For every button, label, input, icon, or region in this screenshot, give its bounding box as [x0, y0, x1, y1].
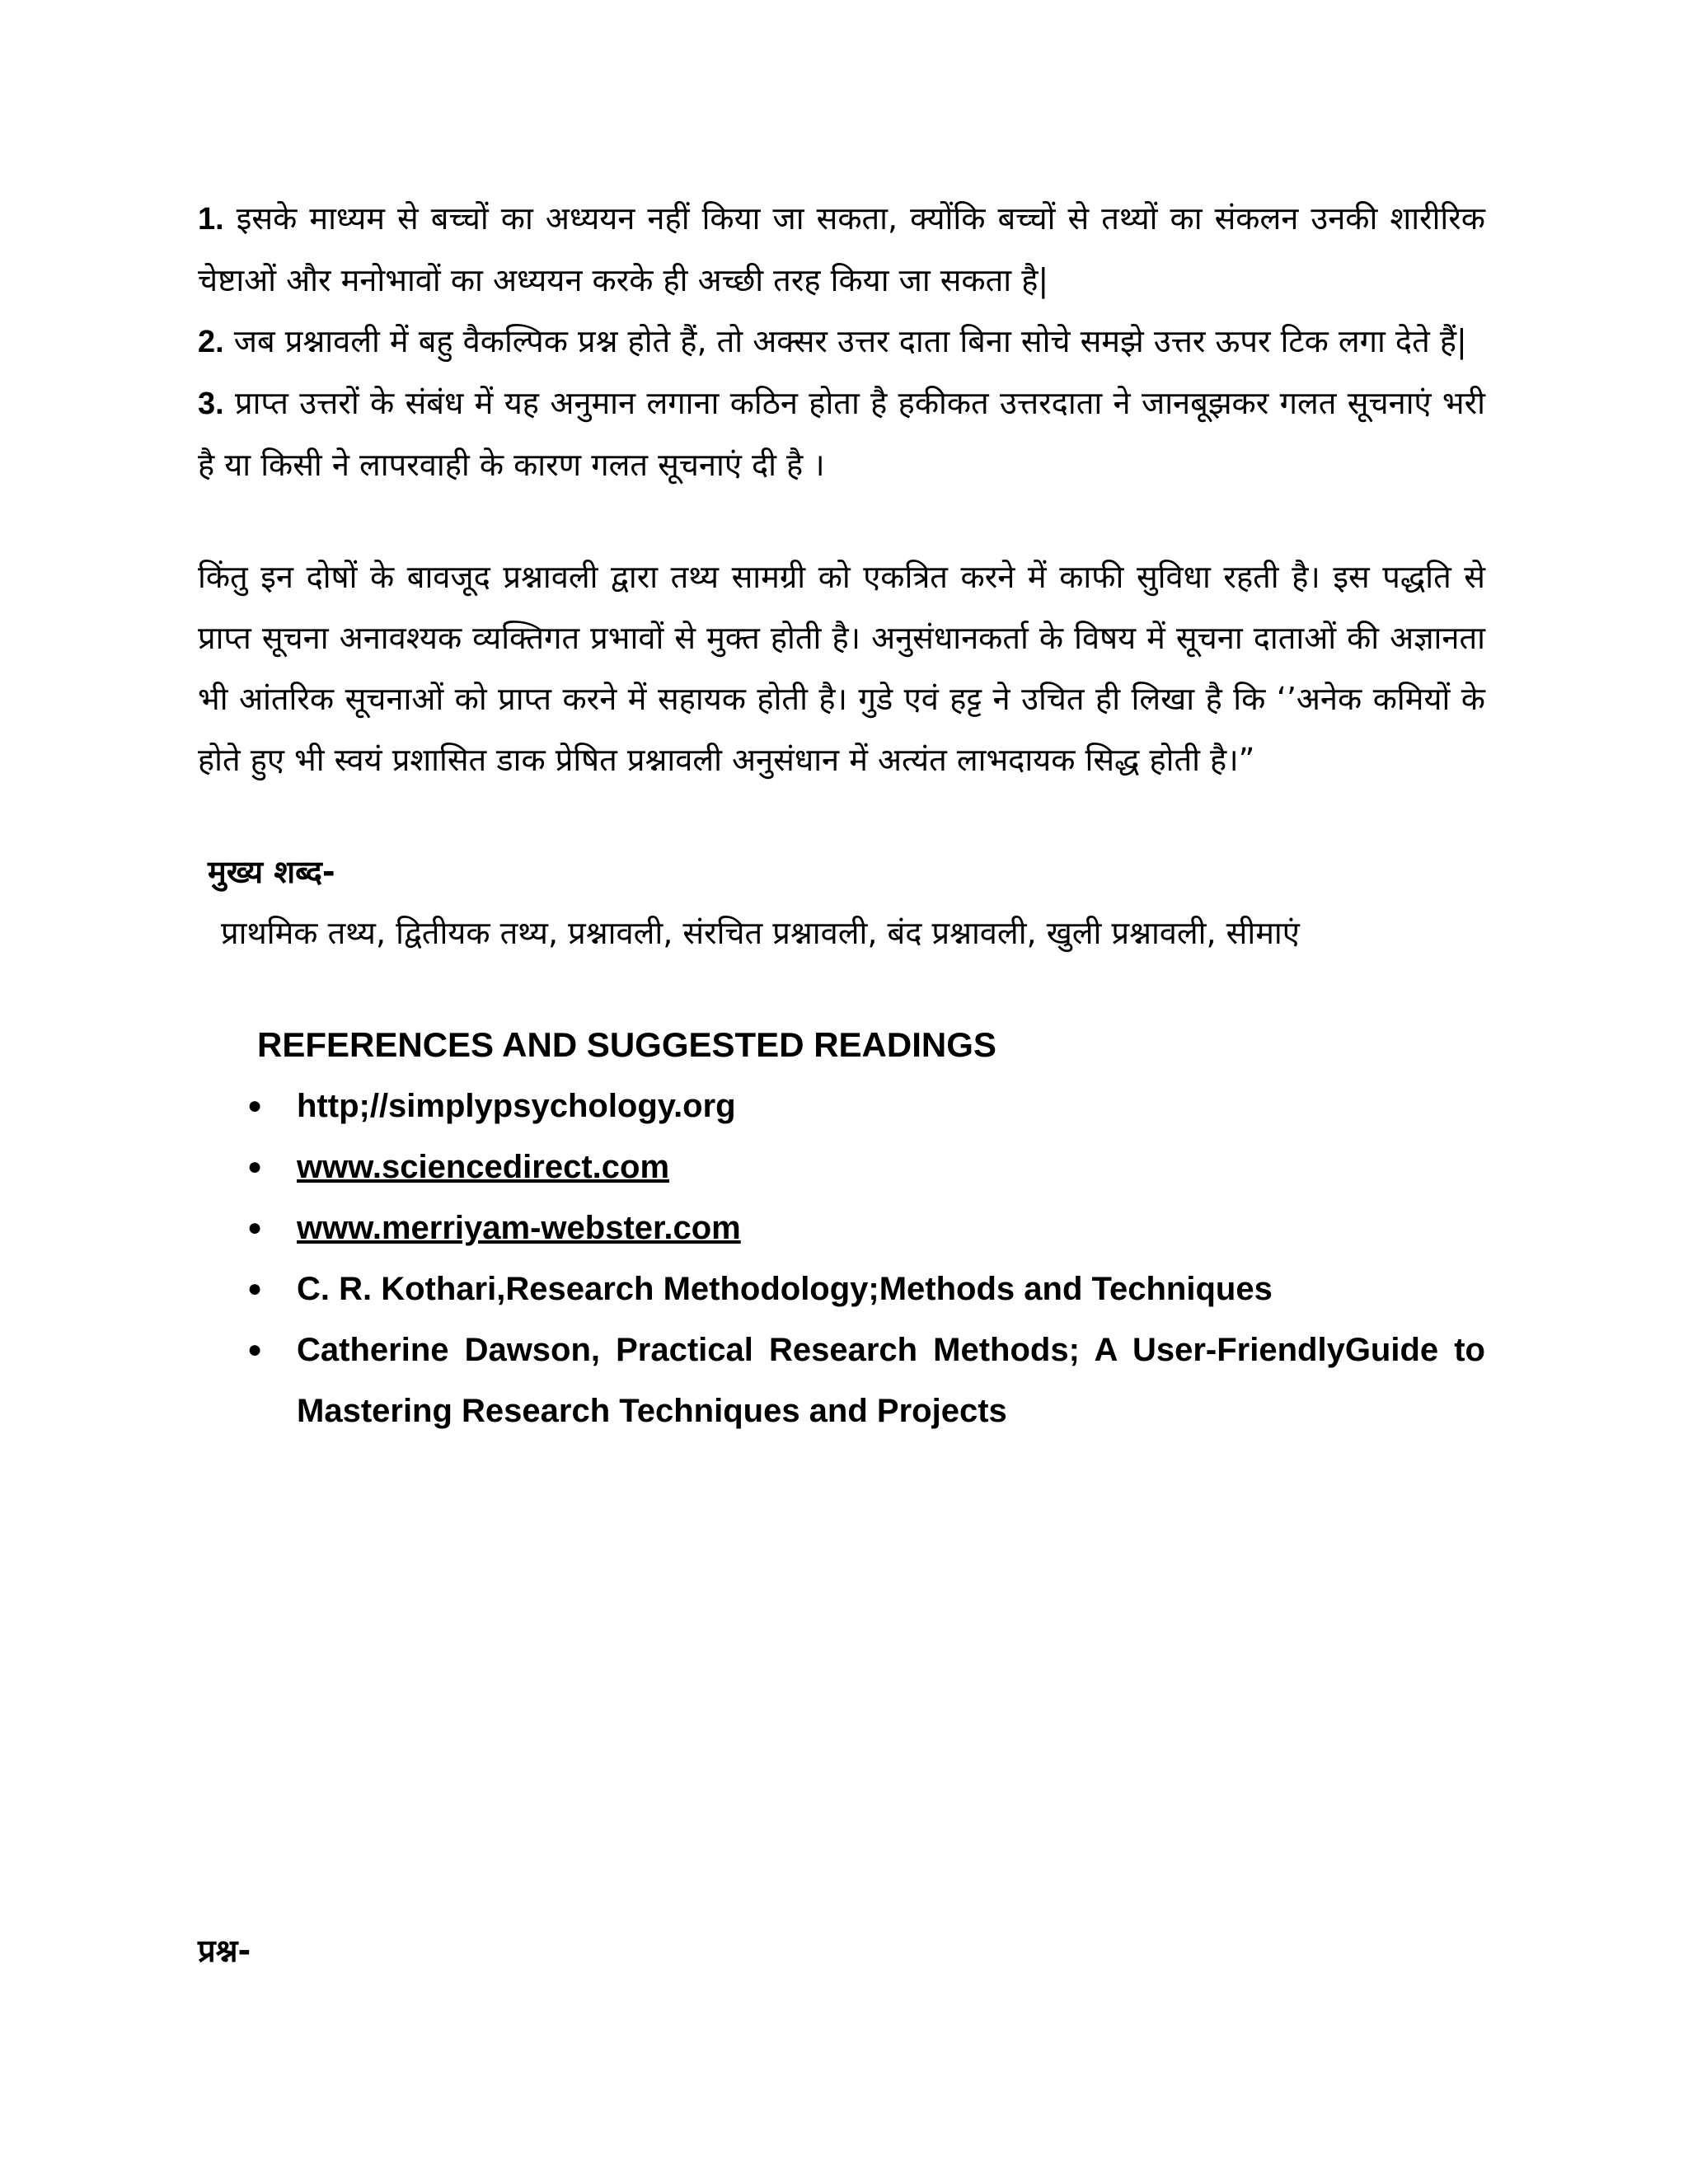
reference-text: C. R. Kothari,Research Methodology;Methods and Techniques: [297, 1271, 1273, 1307]
spacer: [198, 790, 1485, 841]
item-number: 3.: [198, 387, 224, 421]
spacer: [198, 963, 1485, 1015]
item-number: 1.: [198, 202, 224, 237]
reference-text: http;//simplypsychology.org: [297, 1088, 736, 1124]
item-text: इसके माध्यम से बच्चों का अध्ययन नहीं किया जा सकता, क्योंकि बच्चों से तथ्यों का संकलन उनकी शारीरिक चेष्टाओं और मनोभावों का अध्ययन करके ही अच्छी तरह किया जा सकता है|: [198, 200, 1485, 298]
keywords-text: प्राथमिक तथ्य, द्वितीयक तथ्य, प्रश्नावली, संरचित प्रश्नावली, बंद प्रश्नावली, खुली प्रश्नावली, सीमाएं: [221, 915, 1300, 951]
item-text: प्राप्त उत्तरों के संबंध में यह अनुमान लगाना कठिन होता है हकीकत उत्तरदाता ने जानबूझकर गलत सूचनाएं भरी है या किसी ने लापरवाही के कारण गलत सूचनाएं दी है ।: [198, 385, 1485, 483]
item-number: 2.: [198, 325, 224, 359]
bullet-icon: ●: [247, 1153, 263, 1180]
conclusion-paragraph: किंतु इन दोषों के बावजूद प्रश्नावली द्वारा तथ्य सामग्री को एकत्रित करने में काफी सुविधा रहती है। इस पद्धति से प्राप्त सूचना अनावश्यक व्यक्तिगत प्रभावों से मुक्त होती है। अनुसंधानकर्ता के विषय में सूचना दाताओं की अज्ञानता भी आंतरिक सूचनाओं को प्राप्त करने में सहायक होती है। गुडे एवं हट्ट ने उचित ही लिखा है कि ‘’अनेक कमियों के होते हुए भी स्वयं प्रशासित डाक प्रेषित प्रश्नावली अनुसंधान में अत्यंत लाभदायक सिद्ध होती है।”: [198, 559, 1485, 778]
spacer: [198, 495, 1485, 546]
references-title: REFERENCES AND SUGGESTED READINGS: [257, 1025, 996, 1064]
reference-text: Catherine Dawson, Practical Research Methods; A User-FriendlyGuide to Mastering Research Techniques and Projects: [297, 1332, 1485, 1429]
document-page: [198, 188, 1485, 1441]
reference-item: [247, 1197, 1485, 1258]
limitation-item-2: [198, 311, 1485, 373]
references-list: [198, 1076, 1485, 1441]
reference-item: [247, 1319, 1485, 1441]
bullet-icon: ●: [247, 1214, 263, 1241]
reference-item: [247, 1076, 1485, 1137]
reference-item: [247, 1137, 1485, 1197]
reference-link[interactable]: www.sciencedirect.com: [297, 1149, 670, 1185]
limitation-item-1: [198, 188, 1485, 311]
bullet-icon: ●: [247, 1092, 263, 1119]
item-text: जब प्रश्नावली में बहु वैकल्पिक प्रश्न होते हैं, तो अक्सर उत्तर दाता बिना सोचे समझे उत्तर ऊपर टिक लगा देते हैं|: [223, 323, 1467, 359]
limitation-item-3: [198, 373, 1485, 495]
bullet-icon: ●: [247, 1275, 263, 1302]
reference-item: [247, 1258, 1485, 1319]
question-heading: प्रश्न-: [198, 1933, 251, 1969]
keywords-title: मुख्य शब्द-: [208, 854, 335, 890]
reference-link[interactable]: www.merriyam-webster.com: [297, 1210, 741, 1246]
bullet-icon: ●: [247, 1336, 263, 1363]
